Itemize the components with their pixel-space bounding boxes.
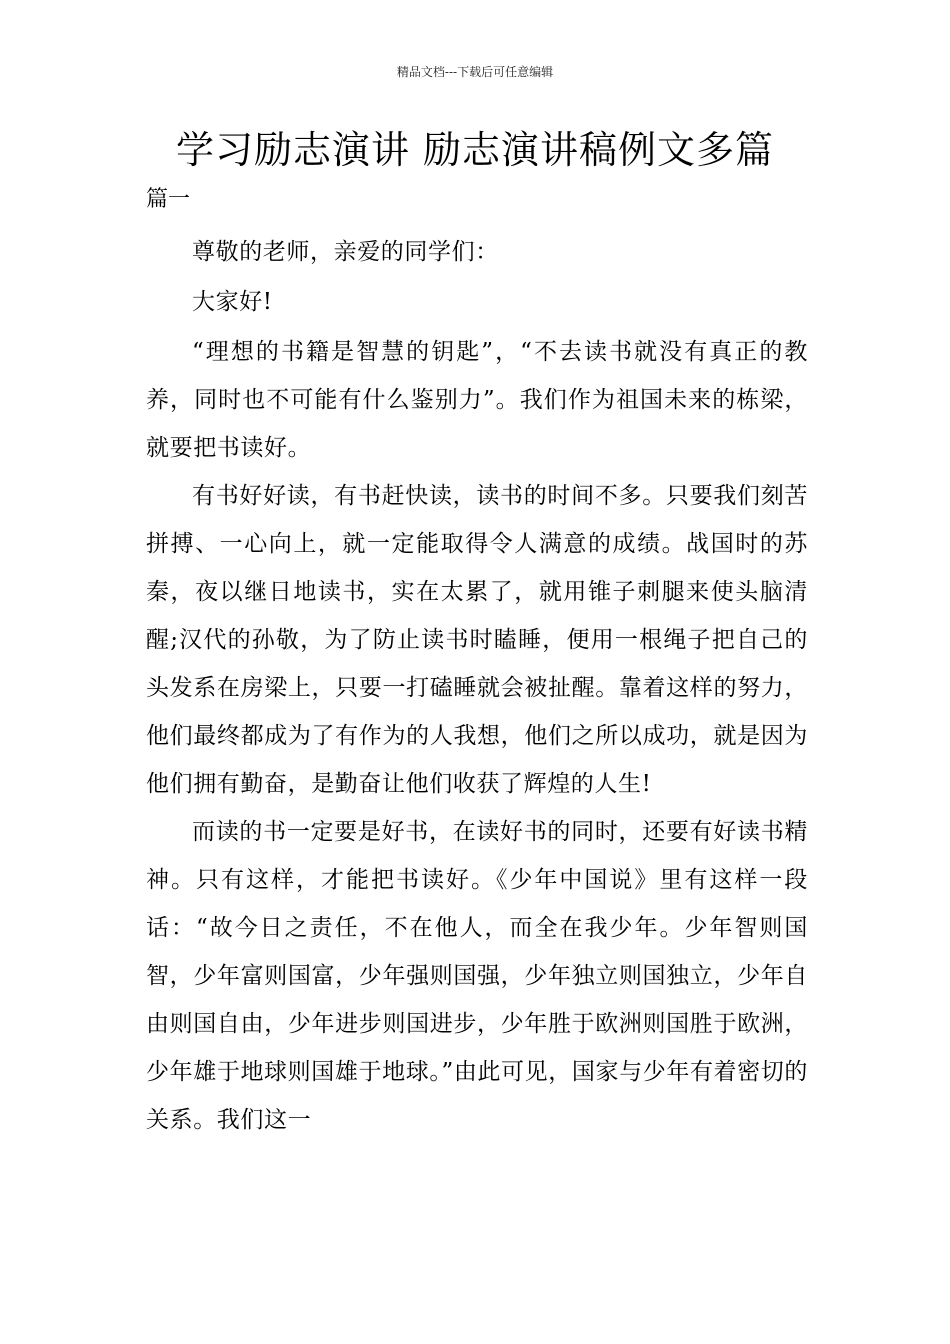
paragraph-diligence: 有书好好读，有书赶快读，读书的时间不多。只要我们刻苦拼搏、一心向上，就一定能取得令人满意的成绩。战国时的苏秦，夜以继日地读书，实在太累了，就用锥子刺腿来使头脑清醒;汉代的孙敬，为了防止读书时瞌睡，便用一根绳子把自己的头发系在房梁上，只要一打磕睡就会被扯醒。靠着这样的努力，他们最终都成为了有作为的人我想，他们之所以成功，就是因为他们拥有勤奋，是勤奋让他们收获了辉煌的人生! (146, 483, 808, 797)
document-body (146, 228, 808, 1144)
paragraph-greeting: 尊敬的老师，亲爱的同学们： (192, 239, 499, 265)
paragraph-good-books: 而读的书一定要是好书，在读好书的同时，还要有好读书精神。只有这样，才能把书读好。《少年中国说》里有这样一段话：“故今日之责任，不在他人，而全在我少年。少年智则国智，少年富则国富，少年强则国强，少年独立则国独立，少年自由则国自由，少年进步则国进步，少年胜于欧洲则国胜于欧洲，少年雄于地球则国雄于地球。”由此可见，国家与少年有着密切的关系。我们这一 (146, 819, 808, 1133)
paragraph-quote: “理想的书籍是智慧的钥匙”，“不去读书就没有真正的教养，同时也不可能有什么鉴别力”。我们作为祖国未来的栋梁，就要把书读好。 (146, 339, 808, 461)
paragraph-hello: 大家好! (192, 289, 273, 315)
document-title: 学习励志演讲 励志演讲稿例文多篇 (175, 128, 775, 172)
header-note: 精品文档---下载后可任意编辑 (396, 65, 554, 79)
section-label: 篇一 (146, 187, 191, 212)
